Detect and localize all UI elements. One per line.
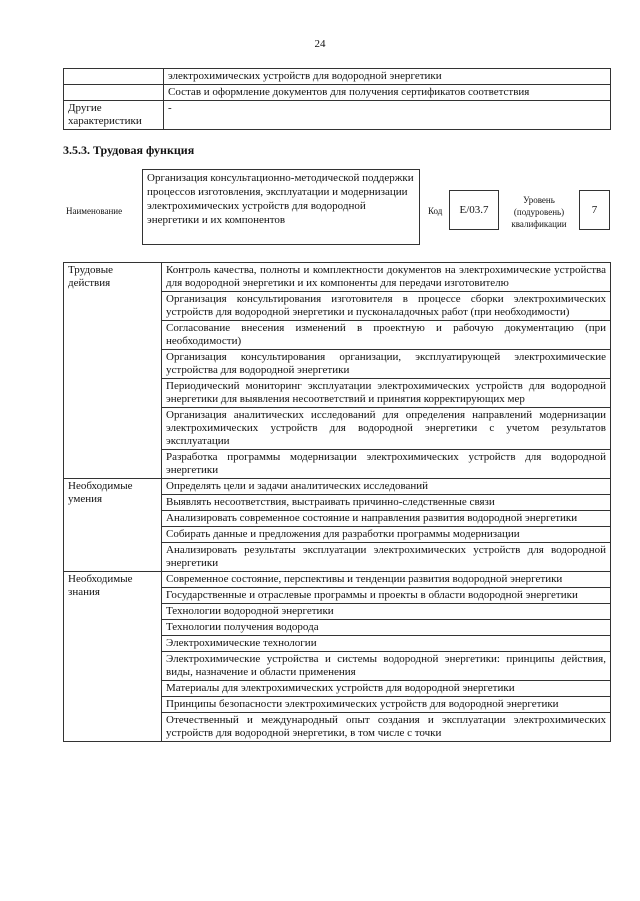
section-item: Государственные и отраслевые программы и проекты в области водородной энергетики — [162, 588, 611, 604]
section-item: Периодический мониторинг эксплуатации электрохимических устройств для водородной энергетики для выявления несоответствий и принятия корректирующих мер — [162, 379, 611, 408]
section-item: Материалы для электрохимических устройств для водородной энергетики — [162, 681, 611, 697]
section-item: Организация консультирования организации, эксплуатирующей электрохимические устройства для водородной энергетики — [162, 350, 611, 379]
table-cell: Состав и оформление документов для получения сертификатов соответствия — [164, 85, 611, 101]
section-item: Отечественный и международный опыт создания и эксплуатации электрохимических устройств для водородной энергетики, в том числе с точки — [162, 713, 611, 742]
continued-characteristics-table — [63, 68, 611, 130]
page-number: 24 — [314, 38, 326, 50]
section-item: Организация аналитических исследований для определения направлений модернизации электрохимических устройств для водородной энергетики с учетом результатов эксплуатации — [162, 408, 611, 450]
code-label: Код — [428, 206, 443, 216]
section-item: Технологии водородной энергетики — [162, 604, 611, 620]
section-item: Электрохимические технологии — [162, 636, 611, 652]
name-label: Наименование — [66, 206, 123, 216]
function-name-box: Организация консультационно-методической поддержки процессов изготовления, эксплуатации и модернизации электрохимических устройств для водородной энергетики и их компонентов — [142, 169, 420, 245]
section-item: Определять цели и задачи аналитических исследований — [162, 479, 611, 495]
section-item: Современное состояние, перспективы и тенденции развития водородной энергетики — [162, 572, 611, 588]
qualification-level-label: Уровень (подуровень) квалификации — [511, 195, 567, 229]
table-row — [64, 479, 611, 495]
section-item: Собирать данные и предложения для разработки программы модернизации — [162, 527, 611, 543]
section-item: Выявлять несоответствия, выстраивать причинно-следственные связи — [162, 495, 611, 511]
qualification-level-value: 7 — [579, 190, 610, 230]
section-item: Контроль качества, полноты и комплектности документов на электрохимические устройства для водородной энергетики и их компоненты для передачи изготовителю — [162, 263, 611, 292]
section-label: Необходимые умения — [64, 479, 162, 572]
code-value: E/03.7 — [449, 190, 499, 230]
section-item: Технологии получения водорода — [162, 620, 611, 636]
section-item: Анализировать современное состояние и направления развития водородной энергетики — [162, 511, 611, 527]
other-characteristics-value: - — [164, 101, 611, 130]
table-row — [64, 263, 611, 292]
table-cell: электрохимических устройств для водородной энергетики — [164, 69, 611, 85]
other-characteristics-label: Другие характеристики — [64, 101, 164, 130]
table-row — [64, 572, 611, 588]
section-heading: 3.5.3. Трудовая функция — [63, 143, 195, 157]
table-cell-empty — [64, 85, 164, 101]
section-label: Трудовые действия — [64, 263, 162, 479]
section-item: Согласование внесения изменений в проектную и рабочую документацию (при необходимости) — [162, 321, 611, 350]
labor-function-table — [63, 262, 611, 742]
table-cell-empty — [64, 69, 164, 85]
section-label: Необходимые знания — [64, 572, 162, 742]
section-item: Анализировать результаты эксплуатации электрохимических устройств для водородной энергетики — [162, 543, 611, 572]
section-item: Электрохимические устройства и системы водородной энергетики: принципы действия, виды, назначение и области применения — [162, 652, 611, 681]
section-item: Организация консультирования изготовителя в процессе сборки электрохимических устройств для водородной энергетики и пусконаладочных работ (при необходимости) — [162, 292, 611, 321]
section-item: Разработка программы модернизации электрохимических устройств для водородной энергетики — [162, 450, 611, 479]
section-item: Принципы безопасности электрохимических устройств для водородной энергетики — [162, 697, 611, 713]
